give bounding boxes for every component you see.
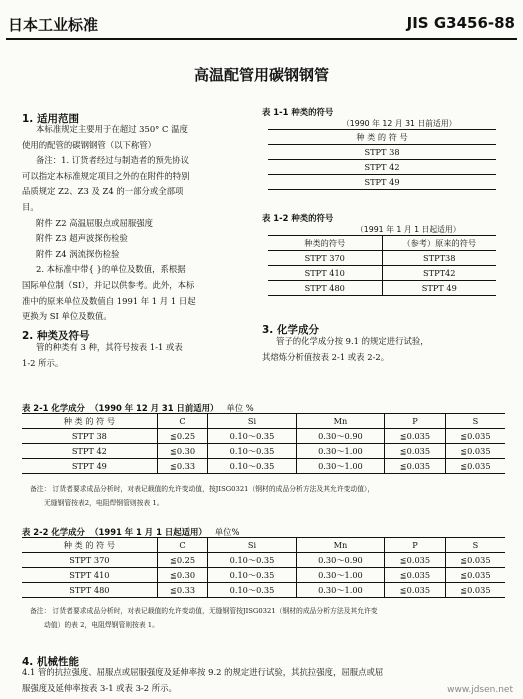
table-2-2-caption: 表 2-2 化学成分 （1991 年 1 月 1 日起适用） 单位% xyxy=(22,527,240,537)
watermark: www.jdsen.net xyxy=(447,685,513,695)
table-1-1-caption: 表 1-1 种类的符号 xyxy=(262,107,334,117)
sec1-note2-line: 国际单位制（SI），并记以供参考。此外，本标 xyxy=(22,279,195,290)
table-1-1-scope: （1990 年 12 月 31 日前适用） xyxy=(342,119,457,128)
sec3-line: 其熔炼分析值按表 2-1 或表 2-2。 xyxy=(262,351,390,362)
table-header: S xyxy=(445,538,505,553)
table-row: STPT 410 STPT42 xyxy=(268,266,496,281)
sec2-line: 1-2 所示。 xyxy=(22,357,64,368)
sec1-note-line: 备注：1. 订货者经过与制造者的预先协议 xyxy=(36,155,190,166)
table-header: S xyxy=(445,414,505,429)
table-header: 种 类 的 符 号 xyxy=(22,414,157,429)
table-row: STPT 49 xyxy=(268,175,496,190)
table-1-2-caption: 表 1-2 种类的符号 xyxy=(262,213,334,223)
standard-number: JIS G3456-88 xyxy=(406,14,515,32)
table-header: C xyxy=(157,538,208,553)
table-2-1 xyxy=(22,413,505,474)
table-row: STPT 480 STPT 49 xyxy=(268,281,496,296)
table-header: 种类的符号 xyxy=(268,236,382,251)
sec3-heading: 3. 化学成分 xyxy=(262,324,319,336)
sec1-note-line: 目。 xyxy=(22,201,39,212)
sec1-note2-line: 准中的原来单位及数值自 1991 年 1 月 1 日起 xyxy=(22,295,196,306)
note-line: 动值）的表 2，电阻焊钢管则按表 1。 xyxy=(44,621,159,629)
table-row: STPT 370 STPT38 xyxy=(268,251,496,266)
sec1-para-line: 使用的配管的碳钢钢管（以下称管） xyxy=(22,139,156,150)
table-header: 种 类 的 符 号 xyxy=(22,538,157,553)
table-row: STPT 370 ≦0.25 0.10～0.35 0.30～0.90 ≦0.035 ≦0.035 xyxy=(22,553,505,568)
table-row: STPT 42 xyxy=(268,160,496,175)
annex-line: 附件 Z3 超声波探伤检验 xyxy=(36,233,128,244)
page-title: 高温配管用碳钢钢管 xyxy=(193,66,329,84)
table-header: Mn xyxy=(296,414,384,429)
sec4-line: 4.1 管的抗拉强度、屈服点或屈服强度及延伸率按 9.2 的规定进行试验，其抗拉强度，屈服点或屈 xyxy=(22,667,384,677)
table-row: STPT 480 ≦0.33 0.10～0.35 0.30～1.00 ≦0.035 ≦0.035 xyxy=(22,583,505,598)
header-rule xyxy=(6,38,517,40)
table-header: Mn xyxy=(296,538,384,553)
table-header: P xyxy=(385,414,446,429)
table-header: Si xyxy=(208,414,296,429)
table-2-1-note xyxy=(30,482,510,510)
sec1-note2-line: 更换为 SI 单位及数值。 xyxy=(22,311,112,322)
sec1-heading: 1. 适用范围 xyxy=(22,113,79,125)
sec4-body xyxy=(22,665,514,696)
sec3-line: 管子的化学成分按 9.1 的规定进行试验， xyxy=(276,336,429,346)
table-1-2-scope: （1991 年 1 月 1 日起适用） xyxy=(356,225,461,234)
sec1-para-line: 本标准规定主要用于在超过 350° C 温度 xyxy=(36,124,188,134)
table-row: STPT 49 ≦0.33 0.10～0.35 0.30～1.00 ≦0.035 ≦0.035 xyxy=(22,459,505,474)
table-1-1 xyxy=(268,129,496,190)
sec2-body xyxy=(22,340,254,371)
table-row: STPT 42 ≦0.30 0.10～0.35 0.30～1.00 ≦0.035 ≦0.035 xyxy=(22,444,505,459)
annex-line: 附件 Z4 涡流探伤检验 xyxy=(36,248,120,259)
table-header: 种 类 的 符 号 xyxy=(268,130,496,145)
note-line: 备注： 订货者要求成品分析时，对表记载值的允许变动值，按JISG0321（钢材的成品分析方法及其允许变动值）， xyxy=(30,485,375,493)
sec1-note-line: 可以指定本标准规定项目之外的在附件的特别 xyxy=(22,170,190,181)
sec4-line: 服强度及延伸率按表 3-1 或表 3-2 所示。 xyxy=(22,682,177,693)
sec4-heading: 4. 机械性能 xyxy=(22,656,79,668)
table-2-2-note xyxy=(30,604,510,632)
standard-body-label: 日本工业标准 xyxy=(8,16,99,34)
table-header: P xyxy=(385,538,446,553)
table-header: C xyxy=(157,414,208,429)
sec2-line: 管的种类有 3 种，其符号按表 1-1 或表 xyxy=(36,342,183,352)
table-2-1-caption: 表 2-1 化学成分 （1990 年 12 月 31 日前适用） 单位 % xyxy=(22,403,254,413)
note-line: 备注： 订货者要求成品分析时，对表记载值的允许变动值，无缝钢管按JISG0321（钢材的成品分析方法及其允许变 xyxy=(30,607,378,615)
annex-line: 附件 Z2 高温屈服点或屈服强度 xyxy=(36,217,153,228)
table-header: Si xyxy=(208,538,296,553)
sec3-body xyxy=(262,334,502,365)
table-row: STPT 38 xyxy=(268,145,496,160)
sec1-body xyxy=(22,122,254,325)
sec1-note2-line: 2. 本标准中带{ }的单位及数值，系根据 xyxy=(36,264,186,275)
table-2-2 xyxy=(22,537,505,598)
note-line: 无缝钢管按表2，电阻焊钢管则按表 1。 xyxy=(44,499,164,507)
table-header: （参考）原来的符号 xyxy=(382,236,496,251)
table-row: STPT 410 ≦0.30 0.10～0.35 0.30～1.00 ≦0.035 ≦0.035 xyxy=(22,568,505,583)
sec1-note-line: 品质规定 Z2、Z3 及 Z4 的一部分或全部项 xyxy=(22,186,184,197)
table-row: STPT 38 ≦0.25 0.10～0.35 0.30～0.90 ≦0.035 ≦0.035 xyxy=(22,429,505,444)
table-1-2 xyxy=(268,235,496,296)
sec2-heading: 2. 种类及符号 xyxy=(22,330,90,342)
